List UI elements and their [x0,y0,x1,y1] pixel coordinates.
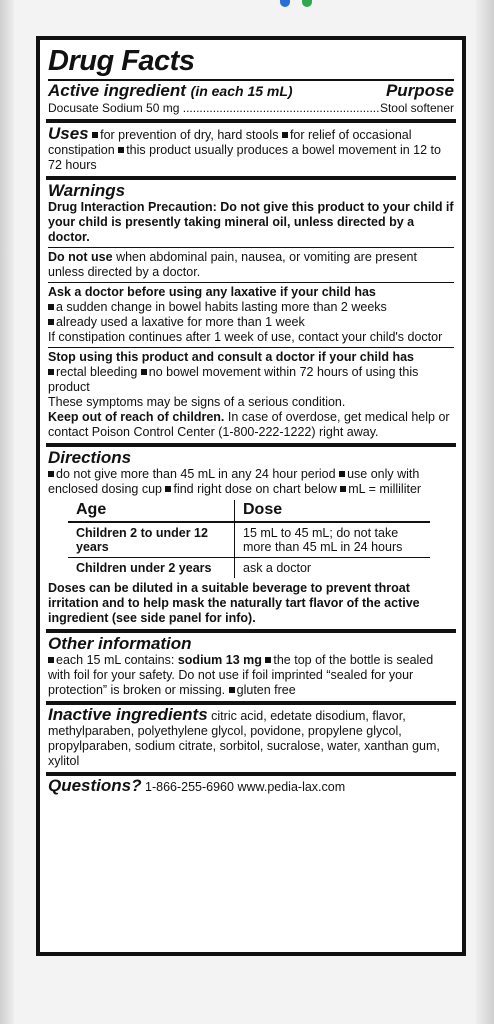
bullet-icon [265,657,271,663]
warnings-header: Warnings [48,181,126,200]
sodium-amount: sodium 13 mg [177,653,262,667]
stop-using-label: Stop using this product and consult a doctor if your child has [48,350,414,364]
purpose-header: Purpose [385,81,454,100]
do-not-use [48,247,454,280]
dose-cell: 15 mL to 45 mL; do not take more than 45 mL in 24 hours [243,526,403,554]
uses-section [46,123,456,180]
active-header [48,81,293,101]
dose-column-header: Dose [235,500,431,522]
bullet-icon [48,319,54,325]
ask-doctor-item: already used a laxative for more than 1 week [56,315,305,329]
directions-item: find right dose on chart below [173,482,337,496]
bullet-icon [141,369,147,375]
stop-item: no bowel movement within 72 hours of using this product [48,365,419,394]
panel-title: Drug Facts [48,46,454,81]
bullet-icon [92,132,98,138]
active-header-row [48,81,454,101]
ask-doctor-after: If constipation continues after 1 week of use, contact your child's doctor [48,330,443,344]
questions-phone: 1-866-255-6960 [145,780,234,794]
drug-facts-panel [36,36,466,956]
ask-doctor [48,282,454,345]
other-info-section [46,633,456,705]
green-dot [302,0,312,7]
directions-item: do not give more than 45 mL in any 24 hour period [56,467,336,481]
bullet-icon [229,687,235,693]
stop-item: rectal bleeding [56,365,138,379]
table-row [68,522,430,558]
other-item: the top of the bottle is sealed with foil for your safety. Do not use if foil imprinted “sealed for your protection” is broken or missing. [48,653,434,697]
bullet-icon [118,147,124,153]
directions-section [46,447,456,633]
other-item: gluten free [236,683,296,697]
uses-header: Uses [48,124,89,143]
bullet-icon [165,486,171,492]
dose-cell: ask a doctor [235,558,431,579]
blue-dot [280,0,290,7]
bullet-icon [48,304,54,310]
directions-item: mL = milliliter [348,482,422,496]
age-column-header: Age [68,500,235,522]
directions-item: use only with enclosed dosing cup [48,467,420,496]
ask-doctor-item: a sudden change in bowel habits lasting more than 2 weeks [56,300,387,314]
other-info-text [48,653,454,698]
questions-section [46,776,456,798]
bullet-icon [339,471,345,477]
bullet-icon [48,369,54,375]
box-left-edge [0,0,14,1024]
bullet-icon [340,486,346,492]
inactive-header: Inactive ingredients [48,705,208,724]
active-header-label: Active ingredient [48,81,186,100]
other-info-header: Other information [48,634,192,653]
dose-table [68,500,430,578]
bullet-icon [48,471,54,477]
active-header-suffix: (in each 15 mL) [190,83,293,99]
directions-header: Directions [48,448,132,467]
questions-header: Questions? [48,776,142,795]
bullet-icon [282,132,288,138]
do-not-use-label: Do not use [48,250,113,264]
active-purpose: Stool softener [379,101,454,115]
directions-items [48,467,454,497]
interaction-warning: Drug Interaction Precaution: Do not give this product to your child if your child is presently taking mineral oil, unless directed by a doctor. [48,200,454,244]
stop-using [48,347,454,440]
stop-after: These symptoms may be signs of a serious condition. [48,395,346,409]
box-right-edge [476,0,494,1024]
other-item-prefix: each 15 mL contains: [56,653,175,667]
keep-out-text: In case of overdose, get medical help or contact Poison Control Center (1-800-222-1222) right away. [48,410,450,439]
directions-note: Doses can be diluted in a suitable beverage to prevent throat irritation and to help mask the naturally tart flavor of the active ingredient (see side panel for info). [48,581,420,625]
active-section [46,44,456,123]
bullet-icon [48,657,54,663]
table-row [68,558,430,579]
keep-out [48,410,454,440]
inactive-section [46,705,456,776]
uses-item: this product usually produces a bowel movement in 12 to 72 hours [48,143,441,172]
do-not-use-text: when abdominal pain, nausea, or vomiting are present unless directed by a doctor. [48,250,417,279]
ask-doctor-label: Ask a doctor before using any laxative if your child has [48,285,376,299]
active-ingredient-row [48,101,454,116]
age-cell: Children 2 to under 12 years [68,522,235,558]
keep-out-label: Keep out of reach of children. [48,410,225,424]
inactive-text [48,707,454,769]
questions-text [48,778,454,795]
warnings-section [46,180,456,447]
uses-text [48,125,454,173]
uses-item: for relief of occasional constipation [48,128,412,157]
age-cell: Children under 2 years [68,558,235,579]
active-ingredient: Docusate Sodium 50 mg ..... [48,101,380,116]
inactive-list: citric acid, edetate disodium, flavor, methylparaben, polyethylene glycol, povidone, propylene glycol, propylparaben, sodium citrate, sorbitol, sucralose, water, xanthan gum, xylitol [48,709,440,768]
questions-website: www.pedia-lax.com [237,780,346,794]
dose-table-header [68,500,430,522]
uses-item: for prevention of dry, hard stools [100,128,279,142]
